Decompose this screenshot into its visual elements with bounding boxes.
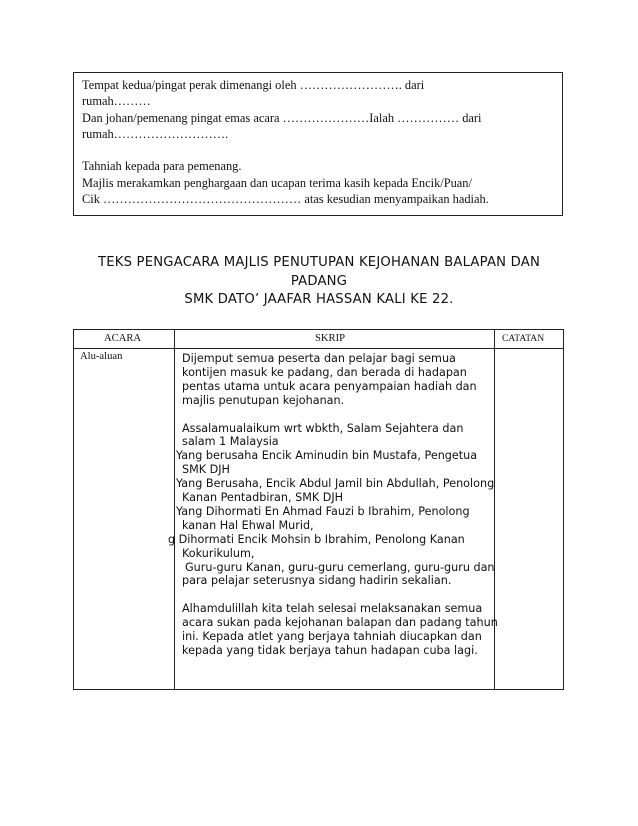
skrip-line: Kokurikulum, [182, 546, 255, 560]
script-table [73, 329, 564, 690]
header-divider [74, 348, 563, 349]
header-catatan: CATATAN [502, 333, 545, 344]
skrip-line: SMK DJH [182, 463, 230, 477]
skrip-line: acara sukan pada kejohanan balapan dan padang tahun [182, 616, 498, 630]
skrip-line: Yang Berusaha, Encik Abdul Jamil bin Abdullah, Penolong [176, 477, 495, 491]
skrip-line: ini. Kepada atlet yang berjaya tahniah diucapkan dan [182, 630, 482, 644]
header-skrip: SKRIP [315, 333, 346, 344]
box-line-4: rumah………………………. [82, 126, 229, 141]
spacer [174, 588, 492, 602]
box-line-2: rumah……… [82, 94, 151, 109]
skrip-line: Yang Dihormati En Ahmad Fauzi b Ibrahim, Penolong [176, 504, 470, 518]
skrip-line: Dijemput semua peserta dan pelajar bagi semua [182, 352, 456, 365]
skrip-line: kanan Hal Ehwal Murid, [182, 518, 314, 532]
skrip-line: Assalamualaikum wrt wbkth, Salam Sejahtera dan [182, 421, 464, 435]
header-acara: ACARA [104, 333, 142, 344]
document-heading [86, 254, 552, 310]
skrip-line: Alhamdulillah kita telah selesai melaksanakan semua [182, 602, 483, 616]
prize-announcement-box [73, 72, 563, 216]
heading-line-3: SMK DATO’ JAAFAR HASSAN KALI KE 22. [184, 292, 454, 307]
box-line-1: Tempat kedua/pingat perak dimenangi oleh ……………………. dari [82, 78, 425, 92]
skrip-line: g Dihormati Encik Mohsin b Ibrahim, Penolong Kanan [168, 532, 465, 546]
skrip-line: salam 1 Malaysia [182, 435, 279, 449]
skrip-line: pentas utama untuk acara penyampaian hadiah dan [182, 379, 477, 393]
heading-line-2: PADANG [290, 273, 348, 289]
box-line-3: Dan johan/pemenang pingat emas acara …………………Ialah …………… dari [82, 110, 482, 125]
skrip-line: Kanan Pentadbiran, SMK DJH [182, 491, 344, 505]
box-line-7: Cik ………………………………………… atas kesudian menyampaikan hadiah. [82, 192, 489, 207]
skrip-line: Yang berusaha Encik Aminudin bin Mustafa, Pengetua [176, 449, 478, 463]
cell-skrip [168, 352, 498, 658]
spacer [82, 142, 554, 158]
box-line-6: Majlis merakamkan penghargaan dan ucapan terima kasih kepada Encik/Puan/ [82, 175, 472, 190]
spacer [174, 408, 492, 422]
skrip-line: Guru-guru Kanan, guru-guru cemerlang, guru-guru dan [185, 560, 495, 574]
skrip-line: para pelajar seterusnya sidang hadirin sekalian. [182, 574, 452, 588]
skrip-line: kepada yang tidak berjaya tahun hadapan cuba lagi. [182, 644, 478, 657]
heading-line-1: TEKS PENGACARA MAJLIS PENUTUPAN KEJOHANAN BALAPAN DAN [97, 255, 541, 270]
cell-acara: Alu-aluan [80, 351, 123, 362]
skrip-line: majlis penutupan kejohanan. [182, 393, 345, 407]
skrip-line: kontijen masuk ke padang, dan berada di hadapan [182, 365, 467, 379]
box-line-5: Tahniah kepada para pemenang. [82, 159, 242, 174]
column-divider [494, 330, 495, 689]
